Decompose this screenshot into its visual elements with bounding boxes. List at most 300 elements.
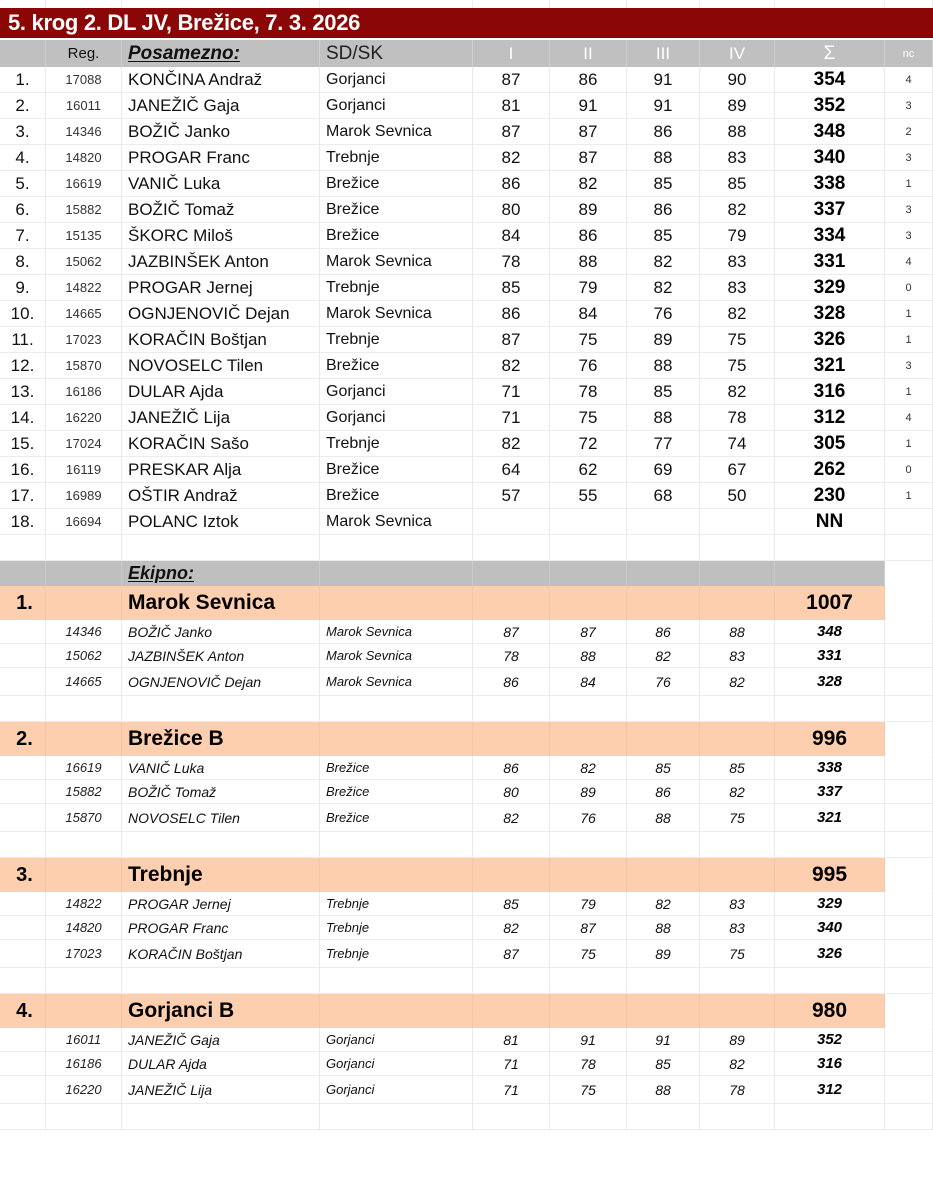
team-section-header (0, 561, 933, 586)
row-reg (46, 509, 122, 535)
team-name-text: Brežice B (128, 727, 224, 750)
team-header-rank (0, 561, 46, 586)
team-rank-text: 4. (16, 999, 33, 1022)
row-series-3-text: 86 (653, 199, 673, 219)
team-total (775, 586, 885, 620)
row-rank-text: 14. (10, 407, 35, 427)
row-club (320, 249, 473, 275)
member-total-text: 340 (816, 919, 843, 936)
member-rank-blank (0, 892, 46, 916)
row-nc (885, 431, 933, 457)
row-name (122, 93, 320, 119)
row-name (122, 171, 320, 197)
member-club-text: Brežice (326, 760, 370, 775)
row-series-4 (700, 379, 775, 405)
table-row (0, 197, 933, 223)
member-total-text: 337 (816, 783, 843, 800)
member-series-4 (700, 780, 775, 804)
member-series-4-text: 83 (729, 647, 745, 664)
member-series-4-text: 82 (729, 1055, 745, 1072)
separator-cell (775, 1104, 885, 1130)
team-nc-blank (885, 994, 933, 1028)
row-total-text: NN (815, 510, 844, 532)
member-series-2 (550, 940, 627, 968)
spacer-cell (0, 0, 46, 8)
row-club (320, 145, 473, 171)
row-club-text: Brežice (326, 486, 380, 504)
separator-cell (320, 696, 473, 722)
row-rank-text: 11. (11, 329, 34, 349)
row-series-1 (473, 171, 550, 197)
row-name (122, 483, 320, 509)
row-rank-text: 7. (15, 225, 30, 245)
separator-cell (473, 968, 550, 994)
row-nc (885, 145, 933, 171)
row-series-2-text: 86 (578, 69, 598, 89)
row-name-text: KORAČIN Sašo (128, 433, 249, 453)
separator-cell (46, 1104, 122, 1130)
separator-cell (885, 968, 933, 994)
separator-cell (122, 832, 320, 858)
row-name (122, 275, 320, 301)
team-name-text: Trebnje (128, 863, 203, 886)
row-series-4 (700, 119, 775, 145)
member-total-text: 326 (816, 945, 843, 962)
row-club-text: Gorjanci (326, 70, 386, 88)
row-series-2-text: 78 (578, 381, 598, 401)
row-series-2 (550, 353, 627, 379)
team-rank (0, 722, 46, 756)
member-total (775, 892, 885, 916)
team-s4-blank (700, 858, 775, 892)
row-club-text: Marok Sevnica (326, 512, 432, 530)
row-series-2 (550, 197, 627, 223)
row-reg (46, 457, 122, 483)
row-series-3 (627, 405, 700, 431)
row-series-1 (473, 327, 550, 353)
member-series-3-text: 89 (655, 945, 671, 962)
member-series-4-text: 82 (729, 673, 745, 690)
member-series-1 (473, 1076, 550, 1104)
team-total-text: 996 (811, 727, 848, 750)
row-total (775, 353, 885, 379)
row-club-text: Brežice (326, 200, 380, 218)
member-series-2-text: 91 (580, 1031, 596, 1048)
team-name (122, 586, 320, 620)
member-series-3-text: 86 (655, 783, 671, 800)
row-series-1 (473, 379, 550, 405)
row-nc-text: 1 (905, 385, 912, 398)
team-total (775, 994, 885, 1028)
row-series-2 (550, 275, 627, 301)
member-series-1-text: 80 (503, 783, 519, 800)
row-series-1 (473, 509, 550, 535)
team-header-reg (46, 561, 122, 586)
table-row (0, 509, 933, 535)
member-nc-blank (885, 620, 933, 644)
row-rank-text: 4. (15, 147, 30, 167)
team-s3-blank (627, 722, 700, 756)
row-name-text: OŠTIR Andraž (128, 485, 238, 505)
separator-cell (775, 832, 885, 858)
team-title-row (0, 858, 933, 892)
team-name (122, 858, 320, 892)
member-club (320, 668, 473, 696)
row-series-2 (550, 119, 627, 145)
row-club (320, 353, 473, 379)
separator-cell (473, 1104, 550, 1130)
member-name (122, 1052, 320, 1076)
row-series-1-text: 80 (501, 199, 521, 219)
row-series-3 (627, 93, 700, 119)
team-total (775, 722, 885, 756)
separator-cell (0, 968, 46, 994)
row-total (775, 119, 885, 145)
member-name (122, 780, 320, 804)
row-reg-text: 15135 (65, 228, 102, 243)
team-member-row (0, 916, 933, 940)
member-series-3 (627, 1052, 700, 1076)
row-total-text: 262 (813, 458, 846, 480)
row-total-text: 305 (813, 432, 846, 454)
team-header-s1 (473, 561, 550, 586)
row-name (122, 223, 320, 249)
row-rank-text: 12. (10, 355, 35, 375)
table-row (0, 483, 933, 509)
row-name (122, 431, 320, 457)
row-rank (0, 67, 46, 93)
team-club-blank (320, 858, 473, 892)
row-nc (885, 223, 933, 249)
member-name (122, 916, 320, 940)
row-total (775, 405, 885, 431)
team-rank (0, 586, 46, 620)
team-nc-blank (885, 858, 933, 892)
row-series-3 (627, 327, 700, 353)
row-total-text: 331 (813, 250, 846, 272)
separator-cell (473, 696, 550, 722)
member-name (122, 804, 320, 832)
row-series-3 (627, 249, 700, 275)
member-series-4-text: 83 (729, 895, 745, 912)
row-rank (0, 93, 46, 119)
member-series-2 (550, 756, 627, 780)
row-reg-text: 14822 (65, 280, 102, 295)
member-rank-blank (0, 916, 46, 940)
separator-cell (627, 968, 700, 994)
row-series-4 (700, 405, 775, 431)
team-member-row (0, 1076, 933, 1104)
team-name (122, 722, 320, 756)
row-club (320, 67, 473, 93)
team-rank (0, 858, 46, 892)
member-series-2-text: 89 (580, 783, 596, 800)
separator-cell (0, 832, 46, 858)
member-total (775, 620, 885, 644)
row-rank (0, 145, 46, 171)
row-club-text: Gorjanci (326, 382, 386, 400)
row-reg-text: 17088 (65, 72, 102, 87)
row-club-text: Marok Sevnica (326, 304, 432, 322)
table-header-row (0, 40, 933, 67)
member-rank-blank (0, 780, 46, 804)
row-series-1 (473, 483, 550, 509)
member-name-text: PROGAR Franc (128, 919, 229, 936)
row-nc-text: 4 (905, 73, 912, 86)
member-rank-blank (0, 756, 46, 780)
row-club-text: Trebnje (326, 148, 380, 166)
row-series-1 (473, 119, 550, 145)
row-name-text: PRESKAR Alja (128, 459, 242, 479)
row-nc-text: 3 (905, 151, 912, 164)
member-total (775, 804, 885, 832)
member-series-3-text: 88 (655, 919, 671, 936)
row-series-4 (700, 197, 775, 223)
member-series-2-text: 79 (580, 895, 596, 912)
team-s3-blank (627, 858, 700, 892)
member-name (122, 940, 320, 968)
member-total (775, 780, 885, 804)
row-name-text: VANIČ Luka (128, 173, 221, 193)
row-series-4 (700, 327, 775, 353)
member-series-1 (473, 804, 550, 832)
member-series-4 (700, 940, 775, 968)
row-series-2-text: 87 (578, 121, 598, 141)
row-series-3-text: 82 (653, 277, 673, 297)
member-name-text: BOŽIČ Janko (128, 623, 213, 640)
separator-cell (550, 1104, 627, 1130)
member-series-1 (473, 668, 550, 696)
row-series-1-text: 85 (501, 277, 521, 297)
row-series-3 (627, 301, 700, 327)
row-series-4-text: 79 (727, 225, 747, 245)
row-reg-text: 16694 (65, 514, 102, 529)
row-reg (46, 431, 122, 457)
member-series-2 (550, 804, 627, 832)
member-nc-blank (885, 644, 933, 668)
header-reg (46, 40, 122, 67)
member-club-text: Trebnje (326, 920, 370, 935)
row-series-4 (700, 483, 775, 509)
row-rank (0, 405, 46, 431)
row-name-text: ŠKORC Miloš (128, 225, 233, 245)
row-series-1 (473, 93, 550, 119)
row-total (775, 249, 885, 275)
member-total-text: 331 (816, 647, 843, 664)
member-reg-text: 14665 (65, 674, 102, 689)
spacer-cell (700, 0, 775, 8)
row-nc (885, 93, 933, 119)
team-title-row (0, 994, 933, 1028)
row-nc-text: 0 (905, 281, 912, 294)
member-total-text: 329 (816, 895, 843, 912)
member-total-text: 312 (816, 1081, 843, 1098)
member-series-1 (473, 1028, 550, 1052)
member-name (122, 620, 320, 644)
separator-cell (122, 1104, 320, 1130)
table-row (0, 249, 933, 275)
row-nc-text: 3 (905, 203, 912, 216)
row-series-4-text: 83 (727, 277, 747, 297)
header-series-4 (700, 40, 775, 67)
row-name-text: PROGAR Franc (128, 147, 250, 167)
row-series-4-text: 88 (727, 121, 747, 141)
row-rank (0, 483, 46, 509)
row-total (775, 171, 885, 197)
row-name-text: DULAR Ajda (128, 381, 224, 401)
team-s2-blank (550, 858, 627, 892)
member-series-1-text: 85 (503, 895, 519, 912)
member-reg-text: 15062 (65, 648, 102, 663)
row-series-4 (700, 93, 775, 119)
member-series-4 (700, 804, 775, 832)
row-total-text: 340 (813, 146, 846, 168)
row-club-text: Brežice (326, 356, 380, 374)
row-series-2 (550, 431, 627, 457)
row-series-1-text: 87 (501, 329, 521, 349)
row-series-2-text: 87 (578, 147, 598, 167)
row-total (775, 301, 885, 327)
row-name-text: OGNJENOVIČ Dejan (128, 303, 290, 323)
row-series-3-text: 77 (653, 433, 673, 453)
member-total (775, 1028, 885, 1052)
member-reg (46, 1076, 122, 1104)
row-club (320, 327, 473, 353)
separator-cell (550, 696, 627, 722)
row-series-1-text: 82 (501, 433, 521, 453)
sigma-icon: Σ (823, 42, 836, 64)
row-rank-text: 5. (15, 173, 30, 193)
spacer-cell (885, 0, 933, 8)
team-member-row (0, 940, 933, 968)
row-name-text: PROGAR Jernej (128, 277, 253, 297)
member-series-2 (550, 892, 627, 916)
row-club-text: Trebnje (326, 434, 380, 452)
row-club (320, 509, 473, 535)
row-club-text: Gorjanci (326, 96, 386, 114)
team-member-row (0, 620, 933, 644)
ekipno-label: Ekipno: (128, 563, 194, 583)
member-series-2 (550, 644, 627, 668)
row-rank (0, 457, 46, 483)
row-series-2 (550, 405, 627, 431)
row-series-1-text: 57 (501, 485, 521, 505)
member-series-3-text: 76 (655, 673, 671, 690)
table-row (0, 327, 933, 353)
member-series-4 (700, 1028, 775, 1052)
member-reg (46, 780, 122, 804)
team-s2-blank (550, 586, 627, 620)
member-series-3-text: 85 (655, 1055, 671, 1072)
row-nc (885, 327, 933, 353)
row-reg-text: 14820 (65, 150, 102, 165)
row-series-2 (550, 457, 627, 483)
row-total-text: 312 (813, 406, 846, 428)
spacer-cell (627, 0, 700, 8)
member-club-text: Brežice (326, 784, 370, 799)
team-s2-blank (550, 994, 627, 1028)
row-rank (0, 275, 46, 301)
member-club (320, 892, 473, 916)
row-total-text: 316 (813, 380, 846, 402)
row-reg (46, 223, 122, 249)
member-name-text: VANIČ Luka (128, 759, 205, 776)
team-reg-blank (46, 858, 122, 892)
separator-cell (700, 968, 775, 994)
member-reg (46, 916, 122, 940)
filler-cell (320, 535, 473, 561)
row-name-text: POLANC Iztok (128, 511, 239, 531)
row-reg-text: 16011 (65, 98, 102, 113)
member-nc-blank (885, 892, 933, 916)
member-club-text: Marok Sevnica (326, 648, 412, 663)
row-series-2-text: 86 (578, 225, 598, 245)
separator-cell (473, 832, 550, 858)
header-series-2 (550, 40, 627, 67)
team-member-row (0, 780, 933, 804)
member-series-3 (627, 644, 700, 668)
row-rank-text: 1. (15, 69, 30, 89)
row-total (775, 67, 885, 93)
row-reg-text: 14665 (65, 306, 102, 321)
table-row (0, 145, 933, 171)
member-series-4 (700, 916, 775, 940)
row-total-text: 321 (813, 354, 846, 376)
member-club (320, 1052, 473, 1076)
filler-row (0, 535, 933, 561)
member-total (775, 644, 885, 668)
member-series-4 (700, 1076, 775, 1104)
row-series-2-text: 89 (578, 199, 598, 219)
row-club (320, 171, 473, 197)
header-series-1 (473, 40, 550, 67)
filler-cell (473, 535, 550, 561)
separator-cell (320, 1104, 473, 1130)
row-series-4-text: 90 (727, 69, 747, 89)
member-name-text: JAZBINŠEK Anton (128, 647, 245, 664)
filler-cell (0, 535, 46, 561)
member-name-text: NOVOSELC Tilen (128, 809, 240, 826)
separator-cell (700, 696, 775, 722)
row-series-2-text: 82 (578, 173, 598, 193)
row-series-4 (700, 249, 775, 275)
separator-cell (550, 832, 627, 858)
row-series-2 (550, 249, 627, 275)
member-total (775, 1076, 885, 1104)
row-series-1-text: 82 (501, 147, 521, 167)
table-row (0, 275, 933, 301)
row-name-text: NOVOSELC Tilen (128, 355, 264, 375)
row-total-text: 354 (813, 68, 846, 90)
row-series-4-text: 83 (727, 147, 747, 167)
row-series-4 (700, 509, 775, 535)
filler-cell (627, 535, 700, 561)
row-club-text: Trebnje (326, 278, 380, 296)
member-nc-blank (885, 756, 933, 780)
row-series-4 (700, 431, 775, 457)
row-series-1-text: 78 (501, 251, 521, 271)
row-total-text: 328 (813, 302, 846, 324)
row-total-text: 337 (813, 198, 846, 220)
team-total (775, 858, 885, 892)
member-rank-blank (0, 1076, 46, 1104)
team-member-row (0, 644, 933, 668)
row-rank (0, 197, 46, 223)
row-reg-text: 16989 (65, 488, 102, 503)
member-series-1 (473, 756, 550, 780)
table-row (0, 379, 933, 405)
team-name-text: Marok Sevnica (128, 591, 276, 614)
